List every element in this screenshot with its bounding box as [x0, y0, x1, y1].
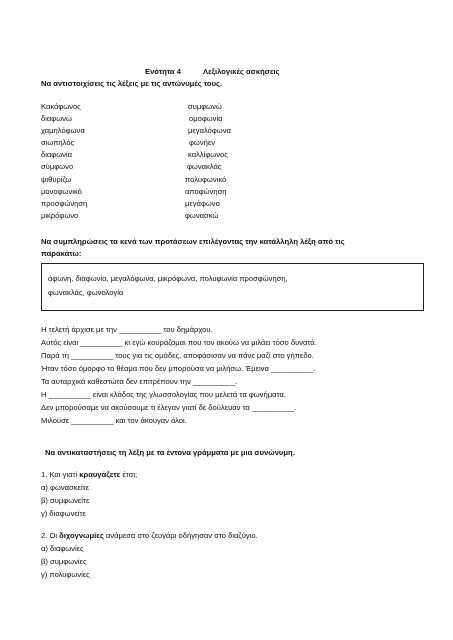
- list-item: μεγαλόφωνα: [188, 126, 231, 135]
- sentence: Δεν μπορούσαμε να ακούσουμε τι έλεγαν γιατί δε δούλευαν τα __________.: [41, 403, 297, 412]
- answer-option: β) συμφωνίες: [41, 557, 87, 566]
- answer-option: β) συμφωνείτε: [41, 496, 90, 505]
- list-item: καλλίφωνος: [188, 150, 228, 159]
- list-item: μικρόφωνο: [41, 211, 79, 220]
- word-bank-line: φωνακλάς, φωνολογία: [48, 288, 124, 297]
- list-item: μονοφωνικό: [41, 187, 82, 196]
- question-2: [41, 530, 258, 541]
- section-title: Λεξιλογικές ασκήσεις: [203, 67, 280, 76]
- sentence: Αυτός είναι __________ κι εγώ κουράζομαι που τον ακούω να μιλάει τόσο δυνατά.: [41, 338, 317, 347]
- question-text: έτσι;: [120, 470, 138, 479]
- unit-title: Ενότητα 4: [145, 67, 181, 76]
- sentence: Παρά τη __________ τους για τις ομάδες, αποφάσισαν να πάνε μαζί στο γήπεδο.: [41, 351, 314, 360]
- exercise2-instruction-cont: παρακάτω:: [41, 249, 82, 258]
- list-item: ομοφωνία: [189, 114, 223, 123]
- exercise1-instruction: Να αντιστοιχίσεις τις λέξεις με τις αντώνυμές τους.: [41, 79, 223, 88]
- list-item: σύμφωνο: [41, 162, 74, 171]
- list-item: προσφώνηση: [41, 199, 88, 208]
- list-item: ψιθυρίζω: [41, 175, 72, 184]
- list-item: μεγάφωνο: [185, 199, 220, 208]
- sentence: Ήταν τόσο όμορφο το θέαμα που δεν μπορούσα να μιλήσω. Έμεινα __________.: [41, 364, 316, 373]
- sentence: Μιλούσε __________ και τον άκουγαν όλοι.: [41, 416, 187, 425]
- question-text: 1. Και γιατί: [41, 470, 80, 479]
- list-item: σιωπηλός: [41, 138, 75, 147]
- list-item: χαμηλόφωνα: [41, 126, 85, 135]
- sentence: Τα αυταρχικά καθεστώτα δεν επιτρέπουν την __________.: [41, 377, 238, 386]
- list-item: διαφωνία: [41, 150, 73, 159]
- list-item: συμφωνώ: [188, 102, 222, 111]
- exercise3-instruction: Να αντικαταστήσεις τη λέξη με τα έντονα γράμματα με μια συνώνυμη.: [45, 448, 295, 457]
- question-text: ανάμεσα στο ζευγάρι οδήγησαν στο διαζύγιο.: [103, 531, 258, 540]
- answer-option: γ) διαφωνείτε: [41, 509, 86, 518]
- exercise2-instruction: Να συμπληρώσεις τα κενά των προτάσεων επιλέγοντας την κατάλληλη λέξη από τις: [41, 237, 345, 246]
- answer-option: γ) πολυφωνίες: [41, 570, 90, 579]
- list-item: Κακόφωνος: [41, 102, 81, 111]
- question-1: [41, 469, 137, 480]
- list-item: διαφωνώ: [41, 114, 72, 123]
- answer-option: α) φωνασκείτε: [41, 483, 90, 492]
- question-keyword: διχογνωμίες: [59, 531, 104, 540]
- list-item: φωνήεν: [189, 138, 216, 147]
- question-keyword: κραυγάζετε: [79, 470, 121, 479]
- sentence: Η __________ είναι κλάδος της γλωσσολογίας που μελετά τα φωνήματα.: [41, 390, 286, 399]
- answer-option: α) διαφωνίες: [41, 544, 84, 553]
- sentence: Η τελετή άρχισε με την __________ του δημάρχου.: [41, 325, 213, 334]
- list-item: φωνασκώ: [185, 211, 219, 220]
- question-text: 2. Οι: [41, 531, 60, 540]
- list-item: αποφώνηση: [185, 187, 227, 196]
- list-item: φωνακλάς: [187, 162, 222, 171]
- list-item: πολυφωνικό: [185, 175, 227, 184]
- word-bank-line: άφωνη, διαφωνία, μεγαλόφωνα, μικρόφωνα, πολυφωνία προσφώνηση,: [48, 274, 288, 283]
